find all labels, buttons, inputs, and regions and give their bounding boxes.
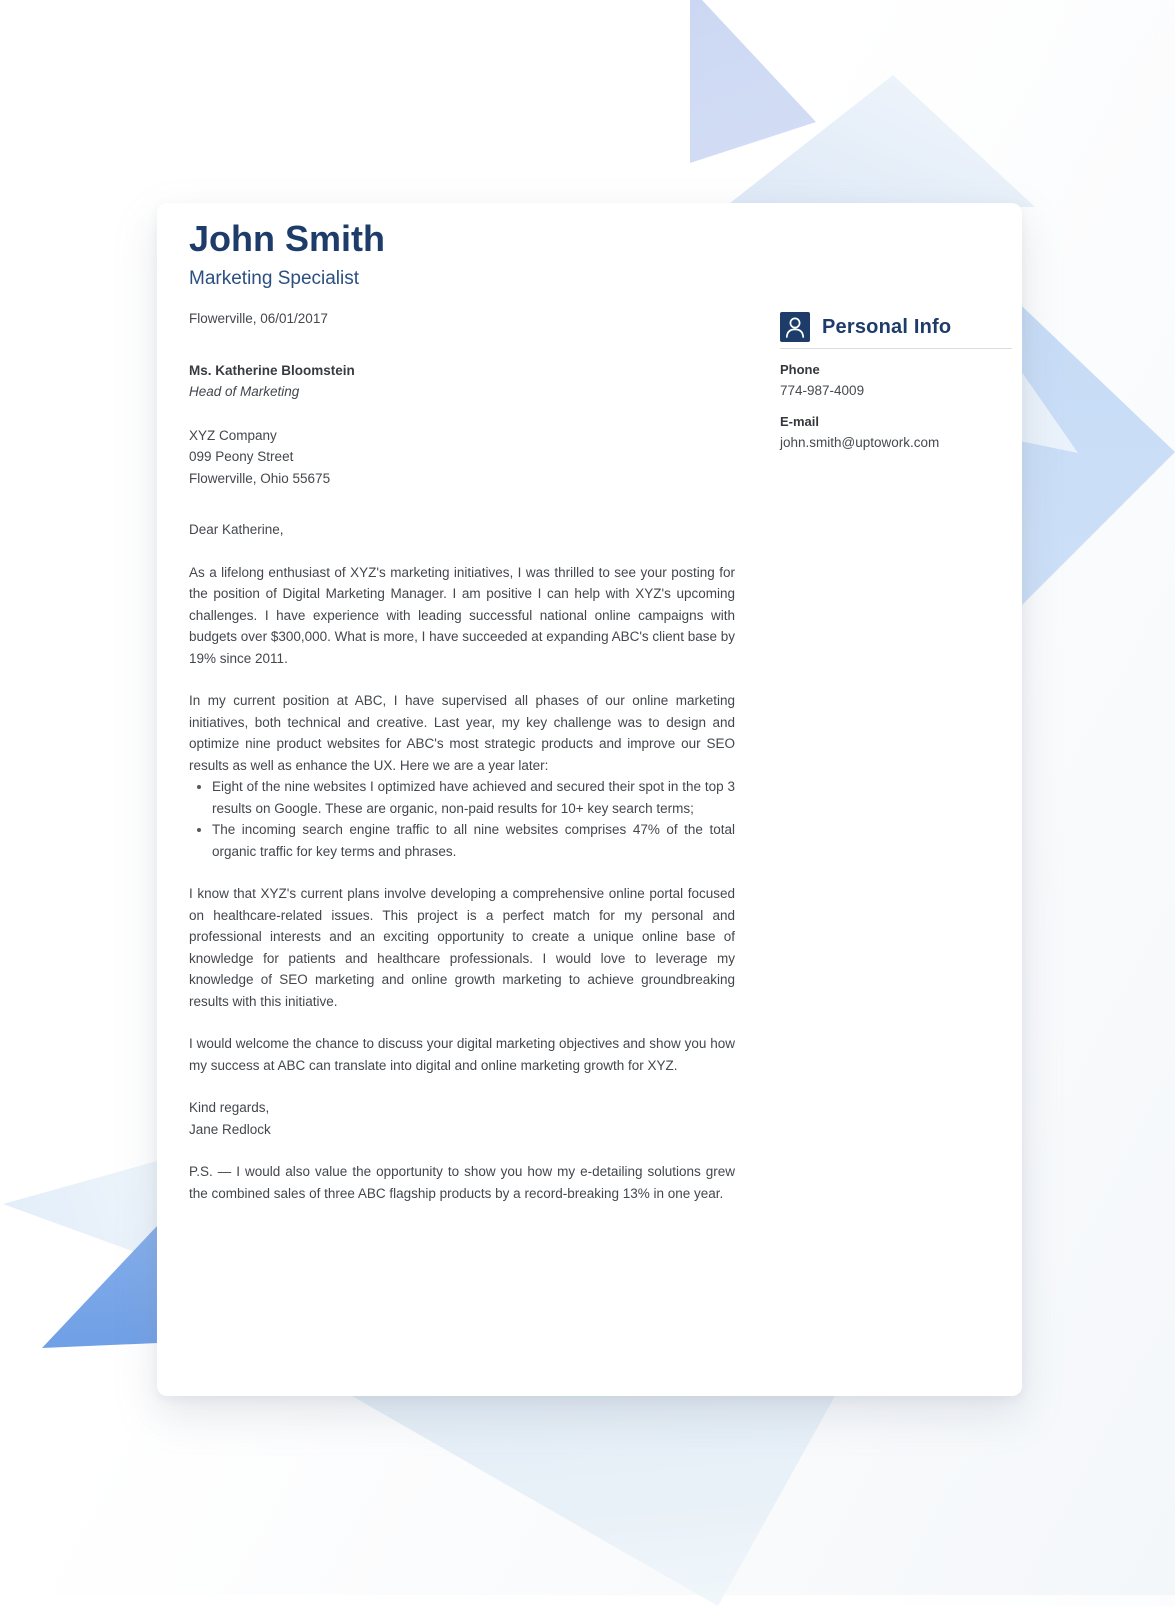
- decor-triangle-right-blue: [1005, 290, 1175, 622]
- paragraph-plans: I know that XYZ's current plans involve developing a comprehensive online portal focused on healthcare-related issues. This project is a perfect match for my personal and professional interests and an exciting opportunity to create a unique online base of knowledge for patients and healthcare professionals. I would love to leverage my knowledge of SEO marketing and online growth marketing to achieve groundbreaking results with this initiative.: [189, 886, 735, 1009]
- recipient-name: Ms. Katherine Bloomstein: [189, 362, 355, 378]
- decor-triangle-top-periwinkle: [690, 0, 816, 164]
- company-address-block: [189, 425, 735, 490]
- company-city: Flowerville, Ohio 55675: [189, 470, 331, 486]
- email-label: E-mail: [780, 414, 820, 429]
- person-icon: [780, 312, 810, 342]
- personal-info-header: [780, 312, 1012, 342]
- date-line: Flowerville, 06/01/2017: [189, 311, 328, 326]
- phone-label: Phone: [780, 362, 820, 377]
- personal-info-title: Personal Info: [822, 315, 952, 338]
- recipient-role: Head of Marketing: [189, 384, 300, 399]
- decor-triangle-left-blue: [42, 1226, 158, 1349]
- paragraph-welcome: I would welcome the chance to discuss your digital marketing objectives and show you how my success at ABC can translate into digital and online marketing growth for XYZ.: [189, 1036, 735, 1073]
- divider: [780, 348, 1012, 349]
- postscript: P.S. — I would also value the opportunity to show you how my e-detailing solutions grew the combined sales of three ABC flagship products by a record-breaking 13% in one year.: [189, 1164, 735, 1201]
- salutation: Dear Katherine,: [189, 522, 284, 537]
- phone-value: 774-987-4009: [780, 383, 865, 398]
- paragraph-current-position: In my current position at ABC, I have supervised all phases of our online marketing initiatives, both technical and creative. Last year, my key challenge was to design and optimize nine product websites for ABC's most strategic products and improve our SEO results as well as enhance the UX. Here we are a year later:: [189, 693, 735, 773]
- applicant-job-title: Marketing Specialist: [189, 268, 360, 289]
- signature-name: Jane Redlock: [189, 1121, 271, 1137]
- email-value: john.smith@uptowork.com: [780, 435, 940, 450]
- company-street: 099 Peony Street: [189, 449, 294, 464]
- letter-body: [189, 308, 735, 1204]
- company-name: XYZ Company: [189, 427, 277, 443]
- paragraph-intro: As a lifelong enthusiast of XYZ's marketing initiatives, I was thrilled to see your posting for the position of Digital Marketing Manager. I am positive I can help with XYZ's upcoming challenges. I have experience with leading successful national online campaigns with budgets over $300,000. What is more, I have succeeded at expanding ABC's client base by 19% since 2011.: [189, 564, 735, 666]
- applicant-name: John Smith: [189, 218, 385, 259]
- recipient-block: [189, 360, 735, 403]
- achievement-item: • Eight of the nine websites I optimized have achieved and secured their spot in the top 3 results on Google. These are organic, non-paid results for 10+ key search terms;: [212, 776, 735, 819]
- document-header: [189, 218, 385, 290]
- closing-phrase: Kind regards,: [189, 1100, 270, 1115]
- achievement-item: • The incoming search engine traffic to all nine websites comprises 47% of the total organic traffic for key terms and phrases.: [212, 819, 735, 862]
- cover-letter-document: [157, 203, 1022, 1396]
- closing-block: [189, 1097, 735, 1140]
- personal-info-panel: [780, 312, 1012, 461]
- achievements-list: [189, 776, 735, 862]
- decor-triangle-bottom-pale: [340, 1396, 840, 1606]
